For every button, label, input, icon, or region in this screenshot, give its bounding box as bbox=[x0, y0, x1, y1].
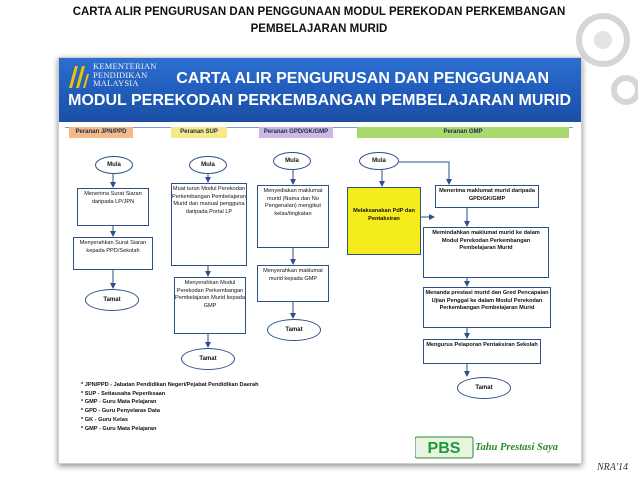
step-gmp-receive: Menerima maklumat murid daripada GPD/GK/GMP bbox=[435, 185, 539, 208]
role-header-jpn: Peranan JPN/PPD bbox=[69, 127, 133, 138]
role-header-sup: Peranan SUP bbox=[171, 127, 227, 138]
legend-item: * SUP - Setiausaha Peperiksaan bbox=[81, 390, 166, 397]
step-gmp-report: Mengurus Pelaporan Pentaksiran Sekolah bbox=[423, 339, 541, 364]
signature: NRA'14 bbox=[596, 462, 628, 473]
step-gmp-transfer: Memindahkan maklumat murid ke dalam Modul Perekodan Perkembangan Pembelajaran Murid bbox=[423, 227, 549, 278]
end-node-jpn: Tamat bbox=[85, 289, 139, 311]
step-sup-download: Muat turun Modul Perekodan Perkembangan Pembelajaran Murid dan manual pengguna daripada Portal LP bbox=[171, 183, 247, 266]
step-jpn-receive: Menerima Surat Siaran daripada LP/JPN bbox=[77, 188, 149, 226]
slide-title: CARTA ALIR PENGURUSAN DAN PENGGUNAAN MODUL PEREKODAN PERKEMBANGAN PEMBELAJARAN MURID bbox=[72, 6, 566, 35]
step-sup-hand-over: Menyerahkan Modul Perekodan Perkembangan Pembelajaran Murid kepada GMP bbox=[174, 277, 246, 334]
legend-item: * GK - Guru Kelas bbox=[81, 416, 128, 423]
role-header-gpd: Peranan GPD/GK/GMP bbox=[259, 127, 333, 138]
pbs-tagline: Tahu Prestasi Saya bbox=[475, 442, 559, 453]
step-gpd-prepare: Menyediakan maklumat murid (Nama dan No Pengenalan) mengikut kelas/tingkatan bbox=[257, 185, 329, 248]
legend-item: * GMP - Guru Mata Pelajaran bbox=[81, 399, 157, 406]
legend-item: * GMP - Guru Mata Pelajaran bbox=[81, 425, 157, 432]
step-jpn-hand-over: Menyerahkan Surat Siaran kepada PPD/Sekolah bbox=[73, 237, 153, 270]
end-node-gpd: Tamat bbox=[267, 319, 321, 341]
svg-text:PBS: PBS bbox=[427, 440, 461, 457]
legend-item: * JPN/PPD - Jabatan Pendidikan Negeri/Pejabat Pendidikan Daerah bbox=[81, 382, 259, 388]
start-node-gmp: Mula bbox=[359, 152, 399, 170]
step-gmp-teach-assess: Melaksanakan PdP dan Pentaksiran bbox=[347, 187, 421, 255]
end-node-sup: Tamat bbox=[181, 348, 235, 370]
end-node-gmp: Tamat bbox=[457, 377, 511, 399]
ministry-name: KEMENTERIAN PENDIDIKAN MALAYSIA bbox=[93, 61, 157, 88]
start-node-sup: Mula bbox=[189, 156, 227, 174]
step-gmp-mark-performance: Menanda prestasi murid dan Gred Pencapaian Ujian Penggal ke dalam Modul Perekodan Perkembangan Pembelajaran Murid bbox=[423, 287, 551, 328]
step-gpd-hand-over: Menyerahkan maklumat murid kepada GMP bbox=[257, 265, 329, 302]
banner-title: CARTA ALIR PENGURUSAN DAN PENGGUNAAN MODUL PEREKODAN PERKEMBANGAN PEMBELAJARAN MURID bbox=[68, 70, 571, 109]
start-node-jpn: Mula bbox=[95, 156, 133, 174]
legend bbox=[81, 381, 259, 433]
flowchart-card bbox=[58, 57, 582, 464]
start-node-gpd: Mula bbox=[273, 152, 311, 170]
legend-item: * GPD - Guru Penyelaras Data bbox=[81, 408, 160, 415]
role-header-gmp: Peranan GMP bbox=[357, 127, 569, 138]
